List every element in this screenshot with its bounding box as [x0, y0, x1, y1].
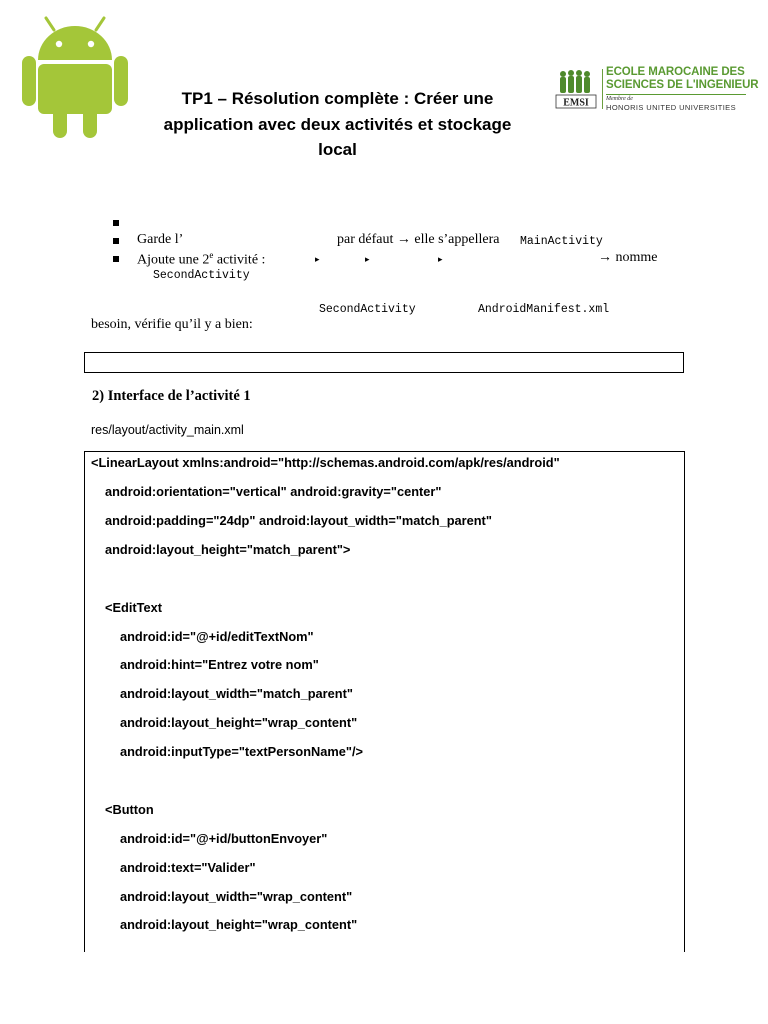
section-heading: 2) Interface de l’activité 1	[92, 388, 251, 404]
code-line: android:inputType="textPersonName"/>	[120, 744, 363, 759]
code-line: <EditText	[105, 600, 163, 615]
arrow-3-icon: ▸	[438, 254, 443, 264]
title-line-3: local	[318, 140, 357, 159]
page-title	[140, 86, 535, 163]
school-name-line-1: ECOLE MAROCAINE DES	[606, 66, 745, 78]
code-line: android:id="@+id/editTextNom"	[120, 629, 314, 644]
emsi-logo	[552, 66, 759, 112]
member-text: Membre de	[606, 96, 633, 102]
file-path: res/layout/activity_main.xml	[91, 423, 244, 437]
note-second-activity: SecondActivity	[319, 303, 416, 316]
ajoute-text: Ajoute une 2e activité :	[137, 250, 266, 268]
code-line: <Button	[105, 802, 154, 817]
note-besoin: besoin, vérifie qu’il y a bien:	[91, 317, 253, 332]
code-line: android:text="Valider"	[120, 860, 256, 875]
code-line: android:layout_width="match_parent"	[120, 686, 353, 701]
bullet-ajoute	[113, 256, 119, 262]
code-line: android:orientation="vertical" android:gravity="center"	[105, 484, 442, 499]
code-block	[84, 451, 685, 952]
code-line: android:hint="Entrez votre nom"	[120, 657, 319, 672]
arrow-2-icon: ▸	[365, 254, 370, 264]
emsi-badge-text: EMSI	[563, 97, 589, 109]
logo-rule	[606, 94, 746, 95]
android-logo-icon	[18, 14, 132, 140]
arrow-1-icon: ▸	[315, 254, 320, 264]
code-line: android:layout_height="wrap_content"	[120, 917, 358, 932]
code-line: android:id="@+id/buttonEnvoyer"	[120, 831, 328, 846]
main-activity-code: MainActivity	[520, 235, 603, 248]
school-name-line-2: SCIENCES DE L'INGENIEUR	[606, 79, 759, 91]
empty-code-box	[84, 352, 684, 373]
garde-prefix: Garde l’	[137, 232, 184, 247]
emsi-students-icon	[554, 68, 598, 110]
title-line-2: application avec deux activités et stockage	[163, 114, 512, 134]
garde-mid: par défaut → elle s’appellera	[337, 232, 500, 247]
second-activity-code: SecondActivity	[153, 269, 250, 282]
bullet-empty	[113, 220, 119, 226]
note-manifest: AndroidManifest.xml	[478, 303, 610, 316]
nomme-text: → nomme	[598, 250, 658, 265]
code-line: android:layout_width="wrap_content"	[120, 889, 353, 904]
honoris-text: HONORIS UNITED UNIVERSITIES	[606, 103, 736, 112]
code-line: android:layout_height="match_parent">	[105, 542, 351, 557]
code-line: android:layout_height="wrap_content"	[120, 715, 358, 730]
code-line: <LinearLayout xmlns:android="http://schemas.android.com/apk/res/android"	[91, 455, 560, 470]
code-line: android:padding="24dp" android:layout_width="match_parent"	[105, 513, 492, 528]
title-line-1: TP1 – Résolution complète : Créer une	[181, 89, 494, 108]
logo-separator	[602, 69, 603, 109]
bullet-garde	[113, 238, 119, 244]
